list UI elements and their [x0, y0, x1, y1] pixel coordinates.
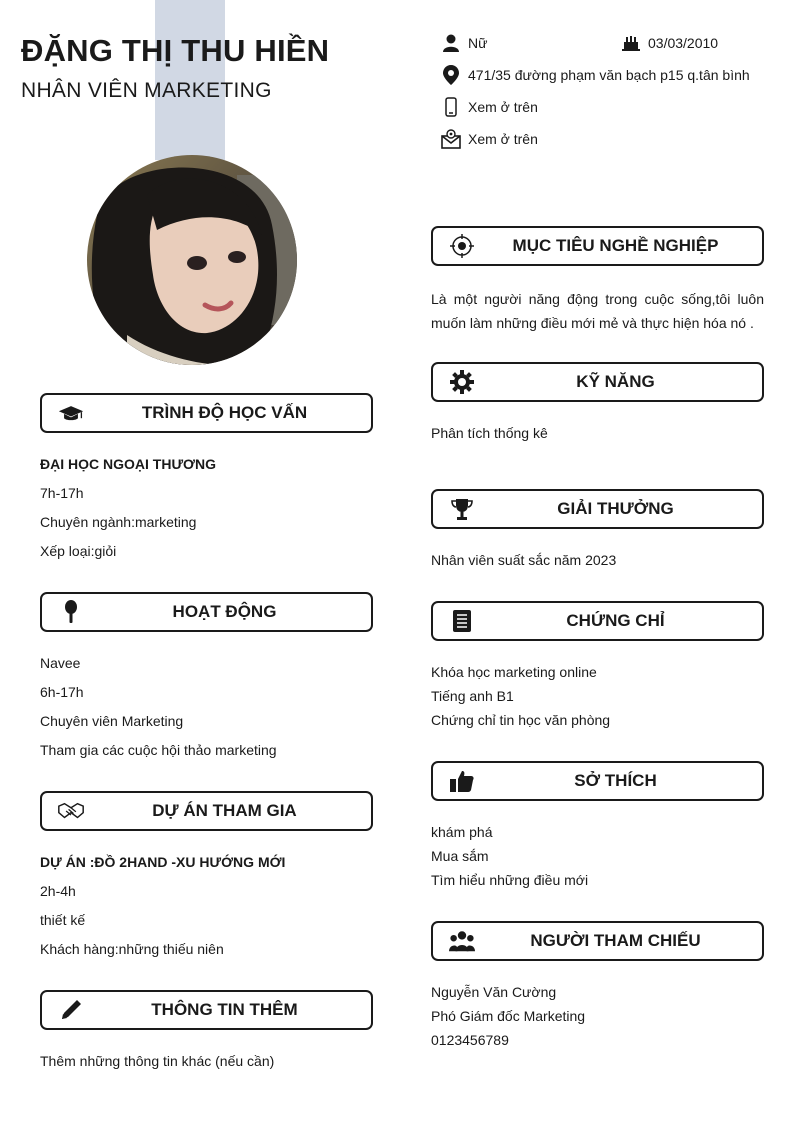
- certificate-document-icon: [449, 610, 475, 632]
- activity-desc: Tham gia các cuộc hội thảo marketing: [40, 742, 277, 758]
- gender-value: Nữ: [468, 35, 488, 51]
- section-certificates-title: CHỨNG CHỈ: [566, 611, 665, 630]
- gender-row: [440, 32, 487, 54]
- address-row: [440, 64, 750, 86]
- birthday-cake-icon: [620, 32, 642, 54]
- handshake-icon: [58, 800, 84, 822]
- section-skills-title: KỸ NĂNG: [576, 372, 655, 391]
- section-objective-header: [431, 226, 764, 266]
- activity-time: 6h-17h: [40, 684, 84, 700]
- pin-icon: [58, 601, 84, 623]
- section-education-title: TRÌNH ĐỘ HỌC VẤN: [141, 403, 308, 422]
- target-icon: [449, 235, 475, 257]
- section-projects-title: DỰ ÁN THAM GIA: [152, 801, 297, 820]
- avatar: [87, 155, 297, 365]
- certificate-item: Tiếng anh B1: [431, 688, 514, 704]
- section-skills-header: [431, 362, 764, 402]
- project-time: 2h-4h: [40, 883, 76, 899]
- education-time: 7h-17h: [40, 485, 84, 501]
- section-activities-header: [40, 592, 373, 632]
- education-grade: Xếp loại:giỏi: [40, 543, 117, 559]
- phone-value: Xem ở trên: [468, 99, 538, 115]
- phone-row: [440, 96, 538, 118]
- pencil-icon: [58, 999, 84, 1021]
- section-certificates-header: [431, 601, 764, 641]
- section-references-header: [431, 921, 764, 961]
- activity-org: Navee: [40, 655, 81, 671]
- phone-icon: [440, 96, 462, 118]
- section-references-title: NGƯỜI THAM CHIẾU: [530, 931, 701, 950]
- section-objective-title: MỤC TIÊU NGHỀ NGHIỆP: [512, 236, 719, 255]
- section-activities-title: HOẠT ĐỘNG: [172, 602, 277, 621]
- thumbs-up-icon: [449, 770, 475, 792]
- gear-icon: [449, 371, 475, 393]
- certificate-item: Chứng chỉ tin học văn phòng: [431, 712, 611, 728]
- candidate-name: ĐẶNG THỊ THU HIỀN: [21, 33, 330, 68]
- project-client: Khách hàng:những thiếu niên: [40, 941, 224, 957]
- activity-role: Chuyên viên Marketing: [40, 713, 184, 729]
- section-more-header: [40, 990, 373, 1030]
- section-projects-header: [40, 791, 373, 831]
- section-awards-header: [431, 489, 764, 529]
- envelope-icon: [440, 128, 462, 150]
- section-hobbies-header: [431, 761, 764, 801]
- section-more-title: THÔNG TIN THÊM: [151, 1000, 298, 1019]
- more-text: Thêm những thông tin khác (nếu cần): [40, 1053, 275, 1069]
- reference-title: Phó Giám đốc Marketing: [431, 1008, 586, 1024]
- reference-phone: 0123456789: [431, 1032, 509, 1048]
- section-education-header: [40, 393, 373, 433]
- people-group-icon: [449, 930, 475, 952]
- certificate-item: Khóa học marketing online: [431, 664, 597, 680]
- dob-value: 03/03/2010: [648, 35, 719, 51]
- candidate-position: NHÂN VIÊN MARKETING: [21, 79, 272, 102]
- location-pin-icon: [440, 64, 462, 86]
- hobby-item: khám phá: [431, 824, 493, 840]
- hobby-item: Mua sắm: [431, 848, 489, 864]
- hobby-item: Tìm hiểu những điều mới: [431, 872, 589, 888]
- award-item: Nhân viên suất sắc năm 2023: [431, 552, 617, 568]
- email-value: Xem ở trên: [468, 131, 538, 147]
- trophy-icon: [449, 498, 475, 520]
- section-awards-title: GIẢI THƯỞNG: [557, 499, 674, 518]
- graduation-cap-icon: [58, 402, 84, 424]
- project-role: thiết kế: [40, 912, 86, 928]
- reference-name: Nguyễn Văn Cường: [431, 984, 557, 1000]
- person-icon: [440, 32, 462, 54]
- dob-row: [620, 32, 718, 54]
- email-row: [440, 128, 538, 150]
- education-school: ĐẠI HỌC NGOẠI THƯƠNG: [40, 456, 216, 472]
- address-value: 471/35 đường phạm văn bạch p15 q.tân bình: [468, 67, 750, 83]
- project-name: DỰ ÁN :ĐỒ 2HAND -XU HƯỚNG MỚI: [40, 854, 286, 870]
- skill-item: Phân tích thống kê: [431, 425, 548, 441]
- section-hobbies-title: SỞ THÍCH: [574, 771, 657, 790]
- objective-text: Là một người năng động trong cuộc sống,tôi luôn muốn làm những điều mới mẻ và thực hiện hóa nó .: [431, 291, 764, 331]
- education-major: Chuyên ngành:marketing: [40, 514, 197, 530]
